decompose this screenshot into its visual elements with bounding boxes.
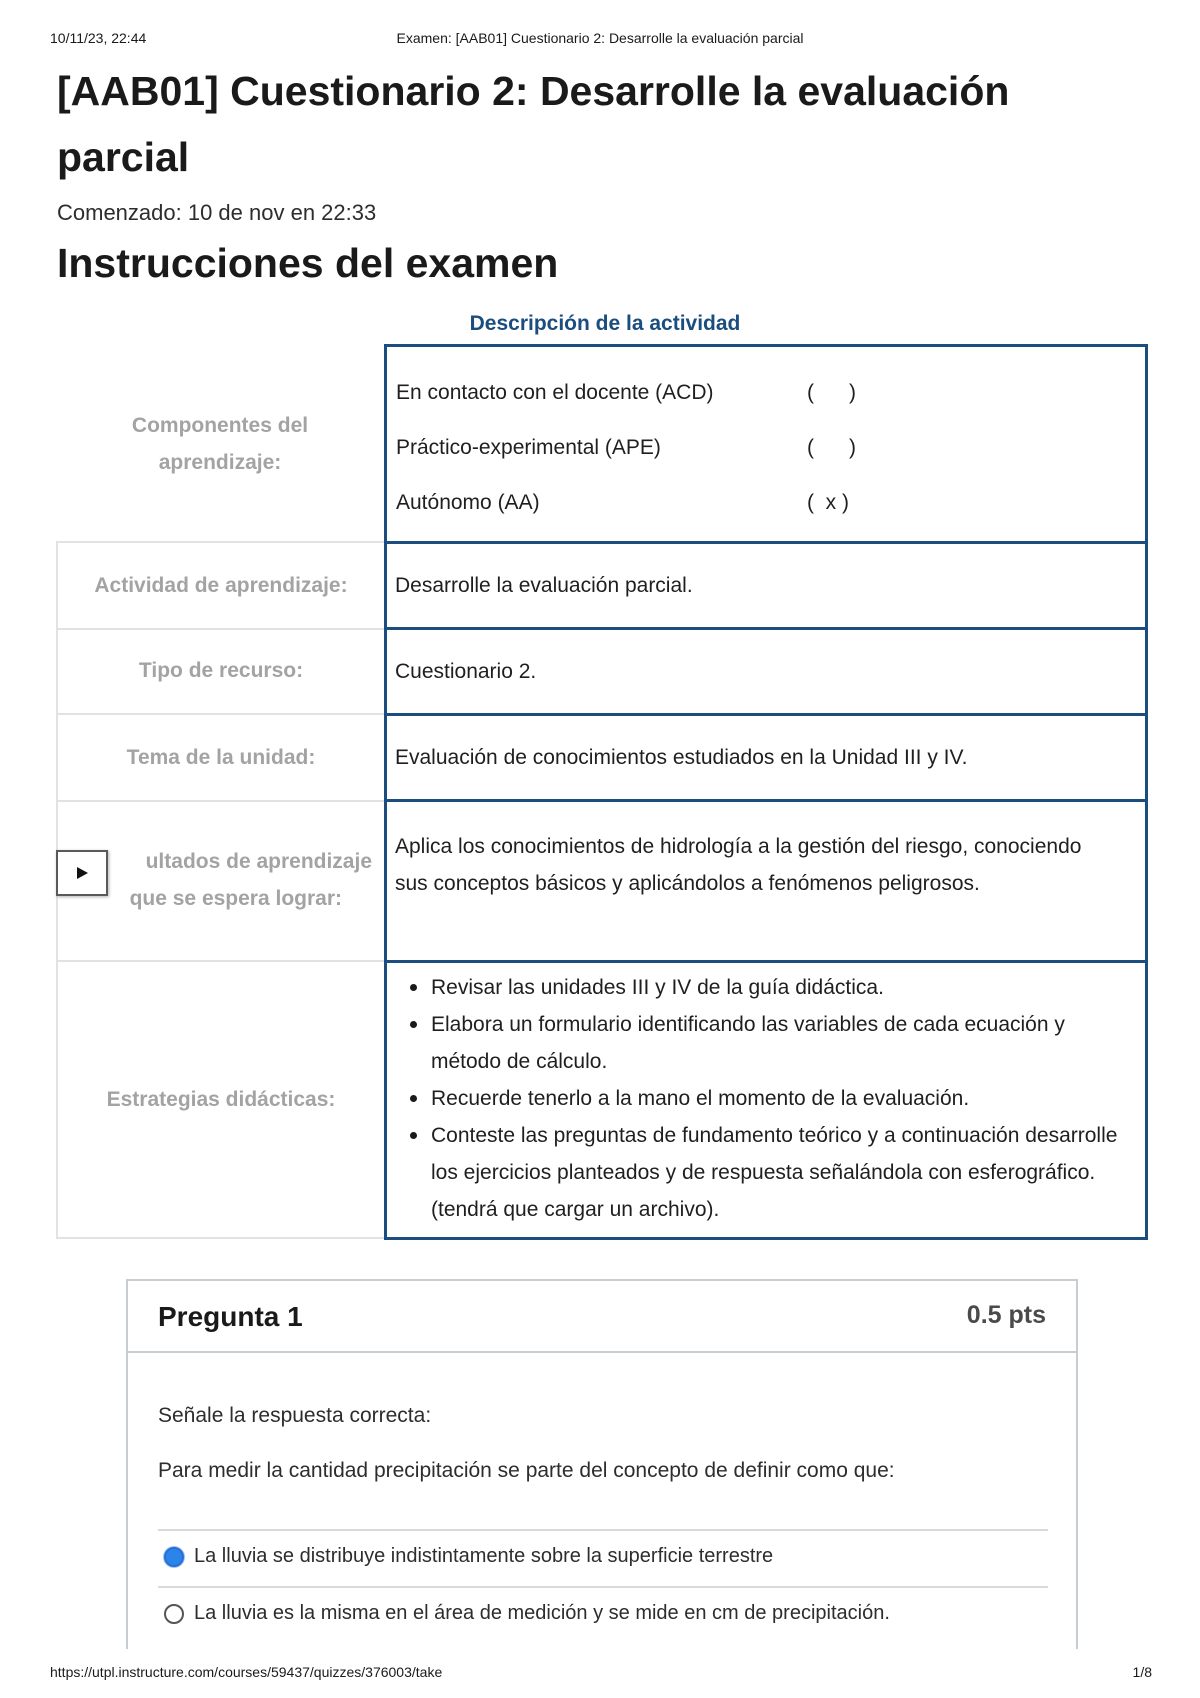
answer-option-1[interactable] <box>158 1529 1048 1585</box>
components-value-cell <box>384 344 1148 544</box>
started-timestamp: Comenzado: 10 de nov en 22:33 <box>57 200 377 225</box>
strategies-list <box>395 969 1121 1228</box>
activity-label: Actividad de aprendizaje: <box>94 574 348 597</box>
resource-value-cell <box>384 627 1148 716</box>
results-label-line1: ultados de aprendizaje <box>145 849 372 873</box>
strategy-item: Conteste las preguntas de fundamento teórico y a continuación desarrolle los ejercicios planteados y de respuesta señalándola con esferográfico. (tendrá que cargar un archivo). <box>431 1117 1121 1228</box>
print-page-number: 1/8 <box>1132 1664 1152 1680</box>
theme-label-cell <box>56 713 384 802</box>
results-value-cell <box>384 799 1148 963</box>
radio-unselected-icon[interactable] <box>164 1604 184 1624</box>
strategies-label-cell <box>56 960 384 1239</box>
question-card <box>126 1279 1078 1649</box>
instructions-heading: Instrucciones del examen <box>57 240 559 286</box>
answer-option-label: La lluvia es la misma en el área de medición y se mide en cm de precipitación. <box>194 1602 890 1624</box>
strategies-value-cell <box>384 960 1148 1240</box>
question-header <box>128 1281 1076 1353</box>
results-value: Aplica los conocimientos de hidrología a la gestión del riesgo, conociendo sus conceptos básicos y aplicándolos a fenómenos peligrosos. <box>395 835 1082 895</box>
component-acd-mark: ( ) <box>807 381 856 404</box>
component-ape-mark: ( ) <box>807 436 856 459</box>
play-icon <box>77 867 88 879</box>
components-label: Componentes del aprendizaje: <box>131 413 309 474</box>
resource-label-cell <box>56 627 384 715</box>
answer-option-2[interactable] <box>158 1586 1048 1642</box>
activity-value: Desarrolle la evaluación parcial. <box>395 574 693 597</box>
activity-label-cell <box>56 541 384 630</box>
strategy-item: Elabora un formulario identificando las variables de cada ecuación y método de cálculo. <box>431 1006 1121 1080</box>
components-label-cell <box>56 344 384 543</box>
theme-value-cell <box>384 713 1148 802</box>
radio-selected-icon[interactable] <box>164 1547 184 1567</box>
component-acd: En contacto con el docente (ACD) <box>396 381 714 404</box>
component-aa: Autónomo (AA) <box>396 491 540 514</box>
strategy-item: Recuerde tenerlo a la mano el momento de la evaluación. <box>431 1080 1121 1117</box>
component-aa-mark: ( x ) <box>807 491 849 514</box>
question-instruction: Señale la respuesta correcta: <box>158 1404 432 1427</box>
activity-value-cell <box>384 541 1148 630</box>
question-points: 0.5 pts <box>966 1301 1046 1329</box>
resource-value: Cuestionario 2. <box>395 660 537 683</box>
results-label-line2: que se espera lograr: <box>129 886 342 910</box>
activity-table-caption: Descripción de la actividad <box>469 312 741 335</box>
theme-value: Evaluación de conocimientos estudiados en la Unidad III y IV. <box>395 746 968 769</box>
strategy-item: Revisar las unidades III y IV de la guía didáctica. <box>431 969 1121 1006</box>
print-datetime: 10/11/23, 22:44 <box>50 30 147 46</box>
question-title: Pregunta 1 <box>158 1301 303 1332</box>
question-prompt: Para medir la cantidad precipitación se parte del concepto de definir como que: <box>158 1459 895 1482</box>
answer-option-label: La lluvia se distribuye indistintamente sobre la superficie terrestre <box>194 1545 774 1567</box>
print-url: https://utpl.instructure.com/courses/59437/quizzes/376003/take <box>50 1664 443 1680</box>
strategies-label: Estrategias didácticas: <box>106 1088 336 1111</box>
print-doc-title: Examen: [AAB01] Cuestionario 2: Desarrolle la evaluación parcial <box>396 30 804 46</box>
component-ape: Práctico-experimental (APE) <box>396 436 661 459</box>
theme-label: Tema de la unidad: <box>126 746 316 769</box>
resource-label: Tipo de recurso: <box>138 658 304 682</box>
page-title: [AAB01] Cuestionario 2: Desarrolle la evaluación parcial <box>57 68 1010 180</box>
media-play-button[interactable] <box>56 850 108 896</box>
